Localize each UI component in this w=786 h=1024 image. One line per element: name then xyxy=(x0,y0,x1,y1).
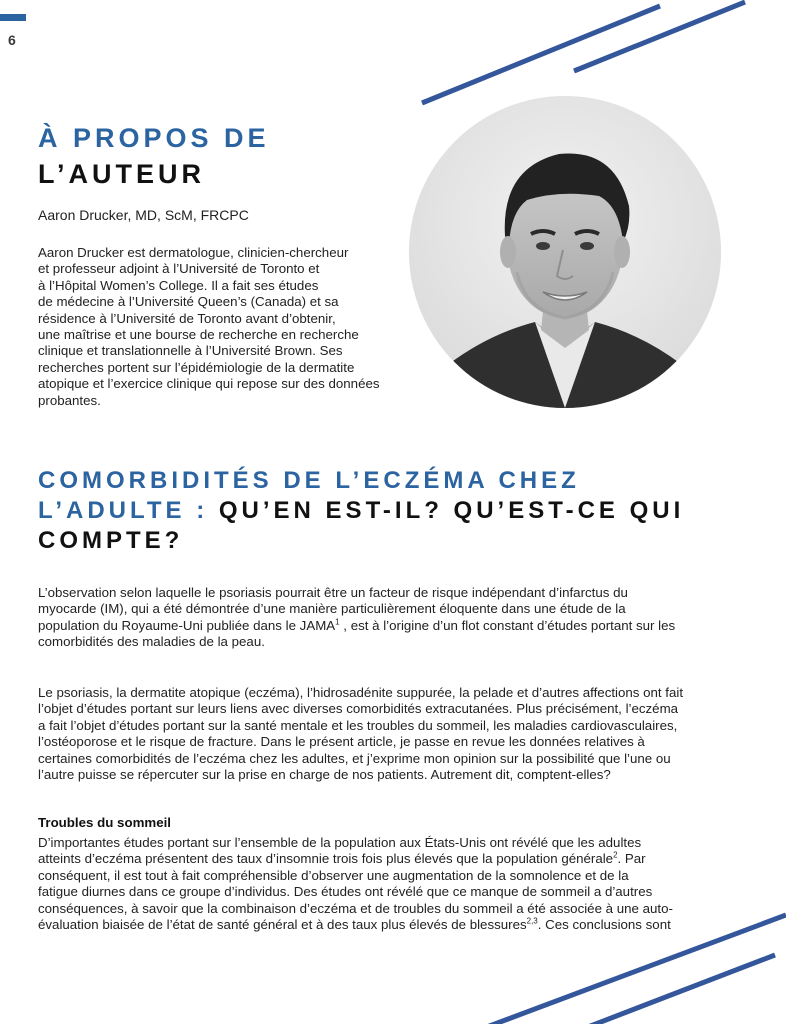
paragraph-line: conséquent, il est tout à fait compréhensible d’observer une augmentation de la somnolence et de la xyxy=(38,867,629,883)
reference-sup: 2 xyxy=(613,850,618,860)
bio-line: clinique et translationnelle à l’Université Brown. Ses xyxy=(38,343,343,359)
paragraph-line: . Par xyxy=(617,851,646,867)
bio-line: Aaron Drucker est dermatologue, clinicien-chercheur xyxy=(38,245,349,260)
bio-line: atopique et l’exercice clinique qui repose sur des données xyxy=(38,376,380,392)
paragraph-line: l’objet d’études portant sur leurs liens avec diverses comorbidités extracutanées. Plus précisément, l’eczéma xyxy=(38,701,679,717)
about-author-title-line1: À PROPOS DE xyxy=(38,123,270,153)
article-title-blue-2: L’ADULTE : xyxy=(38,497,219,524)
paragraph-line: l’ostéoporose et le risque de fracture. Dans le présent article, je passe en revue les données relatives à xyxy=(38,734,645,750)
paragraph-line: évaluation biaisée de l’état de santé général et à des taux plus élevés de blessures xyxy=(38,917,527,933)
paragraph-line: comorbidités des maladies de la peau. xyxy=(38,634,265,650)
paragraph-line: D’importantes études portant sur l’ensemble de la population aux États-Unis ont révélé que les adultes xyxy=(38,835,642,850)
bio-line: et professeur adjoint à l’Université de Toronto et xyxy=(38,261,320,277)
author-portrait-illustration xyxy=(409,96,721,408)
about-author-title xyxy=(38,120,270,192)
about-author-title-line2: L’AUTEUR xyxy=(38,159,205,189)
paragraph-line: l’autre puisse se répercuter sur la prise en charge de nos patients. Autrement dit, comptent-elles? xyxy=(38,767,611,783)
article-title-black-3: COMPTE? xyxy=(38,527,184,554)
article-title-black-2: QU’EN EST-IL? QU’EST-CE QUI xyxy=(218,497,685,524)
paragraph-line: myocarde (IM), qui a été démontrée d’une manière particulièrement éloquente dans une étude de la xyxy=(38,601,626,617)
paragraph-line: , est à l’origine d’un flot constant d’études portant sur les xyxy=(339,617,676,633)
author-name: Aaron Drucker, MD, ScM, FRCPC xyxy=(38,207,249,223)
bio-line: probantes. xyxy=(38,392,101,408)
paragraph-line: certaines comorbidités de l’eczéma chez les adultes, et j’exprime mon opinion sur la possibilité que l’une ou xyxy=(38,750,671,766)
reference-sup: 2,3 xyxy=(526,916,538,926)
bio-line: une maîtrise et une bourse de recherche en recherche xyxy=(38,327,359,343)
article-paragraph-1 xyxy=(38,585,750,651)
author-photo xyxy=(409,96,721,408)
article-title-blue-1: COMORBIDITÉS DE L’ECZÉMA CHEZ xyxy=(38,467,580,494)
bio-line: à l’Hôpital Women’s College. Il a fait ses études xyxy=(38,277,319,293)
article-paragraph-3 xyxy=(38,835,750,933)
paragraph-line: atteints d’eczéma présentent des taux d’insomnie trois fois plus élevés que la population générale xyxy=(38,851,614,867)
paragraph-line: fatigue diurnes dans ce groupe d’individus. Des études ont révélé que ce manque de sommeil a d’autres xyxy=(38,884,653,900)
paragraph-line: population du Royaume-Uni publiée dans le JAMA xyxy=(38,617,336,633)
paragraph-line: Le psoriasis, la dermatite atopique (eczéma), l’hidrosadénite suppurée, la pelade et d’autres affections ont fait xyxy=(38,685,684,700)
bio-line: de médecine à l’Université Queen’s (Canada) et sa xyxy=(38,294,339,310)
article-title xyxy=(38,466,758,556)
bio-line: recherches portent sur l’épidémiologie de la dermatite xyxy=(38,359,355,375)
reference-sup: 1 xyxy=(335,617,340,627)
author-bio xyxy=(38,245,398,409)
paragraph-line: a fait l’objet d’études portant sur la santé mentale et les troubles du sommeil, les maladies cardiovasculaires, xyxy=(38,717,678,733)
bio-line: résidence à l’Université de Toronto avant d’obtenir, xyxy=(38,310,336,326)
paragraph-line: L’observation selon laquelle le psoriasis pourrait être un facteur de risque indépendant d’infarctus du xyxy=(38,585,628,600)
article-paragraph-2 xyxy=(38,685,750,783)
section-subheading: Troubles du sommeil xyxy=(38,815,171,830)
paragraph-line: conséquences, à savoir que la combinaison d’eczéma et de troubles du sommeil a été associée à une auto- xyxy=(38,900,673,916)
page-number: 6 xyxy=(8,32,16,48)
paragraph-line: . Ces conclusions sont xyxy=(537,917,671,933)
